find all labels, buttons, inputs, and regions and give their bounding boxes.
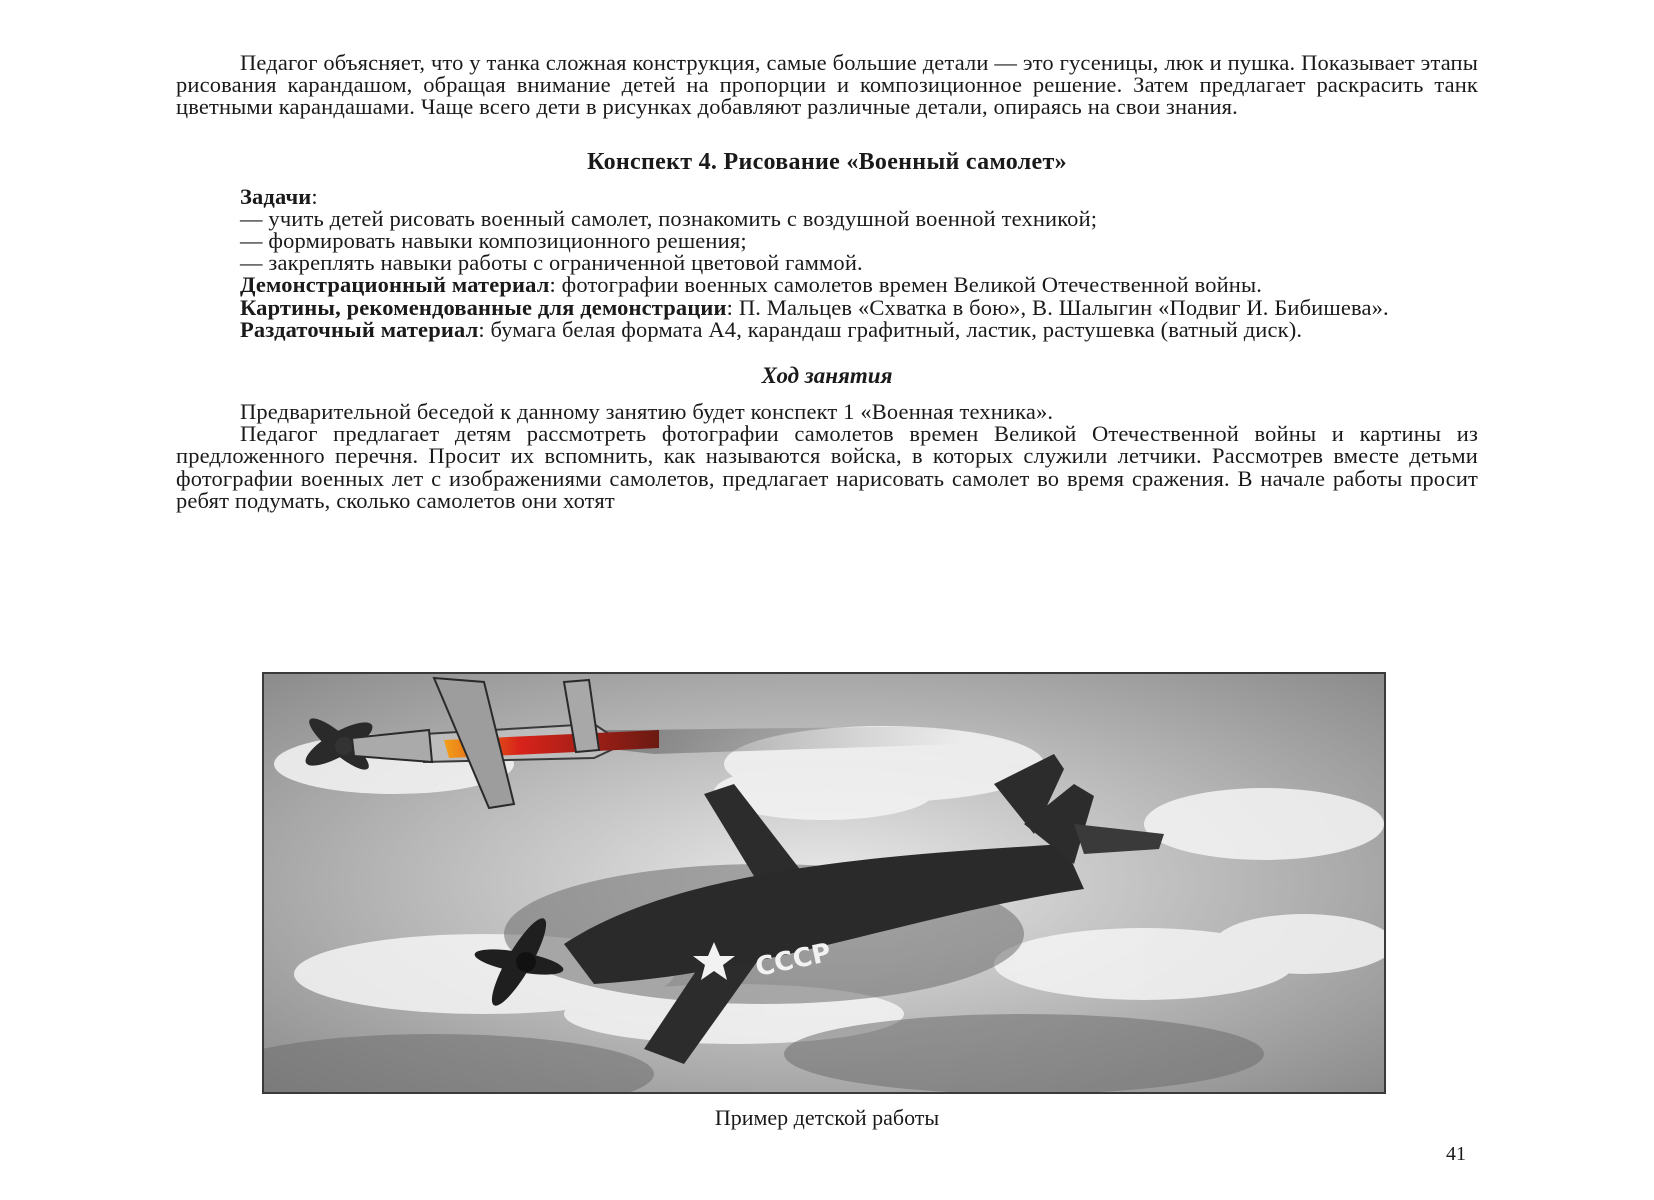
- tasks-label-line: Задачи:: [240, 183, 318, 209]
- demo-material: [176, 274, 1478, 296]
- intro-paragraph: Педагог объясняет, что у танка сложная конструкция, самые большие детали — это гусеницы, люк и пушка. Показывает этапы рисования карандашом, обращая внимание детей на пропорции и композиционное решение. Затем предлагает раскрасить танк цветными карандашами. Чаще всего дети в рисунках добавляют различные детали, опираясь на свои знания.: [176, 50, 1478, 120]
- figure-caption: Пример детской работы: [714, 1105, 940, 1130]
- lesson-heading: Ход занятия: [761, 363, 893, 389]
- handout-text: : бумага белая формата А4, карандаш графитный, ластик, растушевка (ватный диск).: [478, 316, 1303, 342]
- task-item: — учить детей рисовать военный самолет, познакомить с воздушной военной техникой;: [240, 205, 1098, 231]
- lesson-block: [176, 401, 1478, 512]
- tasks-block: [176, 183, 1478, 342]
- page-number: 41: [1446, 1143, 1466, 1165]
- handout: [176, 316, 1478, 342]
- tasks-label: Задачи: [240, 183, 312, 209]
- fuselage-text: СССР: [752, 937, 834, 983]
- text-block: [176, 52, 1478, 119]
- task-item: — формировать навыки композиционного решения;: [240, 228, 747, 254]
- demo-material-label: Демонстрационный материал: [240, 272, 550, 298]
- paintings-text: : П. Мальцев «Схватка в бою», В. Шалыгин «Подвиг И. Бибишева».: [726, 294, 1389, 320]
- paintings-label: Картины, рекомендованные для демонстрации: [240, 294, 727, 320]
- page-body: [176, 52, 1478, 512]
- lesson-paragraph: Педагог предлагает детям рассмотреть фотографии самолетов времен Великой Отечественной войны и картины из предложенного перечня. Просит их вспомнить, как называются войска, в которых служили летчики. Рассмотрев вместе детьми фотографии военных лет с изображениями самолетов, предлагает нарисовать самолет во время сражения. В начале работы просит ребят подумать, сколько самолетов они хотят: [176, 421, 1478, 513]
- airplanes-drawing: [264, 674, 1384, 1092]
- demo-material-text: : фотографии военных самолетов времен Великой Отечественной войны.: [549, 272, 1263, 298]
- task-item: — закреплять навыки работы с ограниченной цветовой гаммой.: [240, 250, 863, 276]
- lesson-paragraph: Предварительной беседой к данному занятию будет конспект 1 «Военная техника».: [240, 399, 1054, 425]
- section-title: Конспект 4. Рисование «Военный самолет»: [587, 148, 1067, 175]
- child-drawing-figure: [262, 672, 1386, 1094]
- paintings: [176, 294, 1478, 320]
- handout-label: Раздаточный материал: [240, 316, 479, 342]
